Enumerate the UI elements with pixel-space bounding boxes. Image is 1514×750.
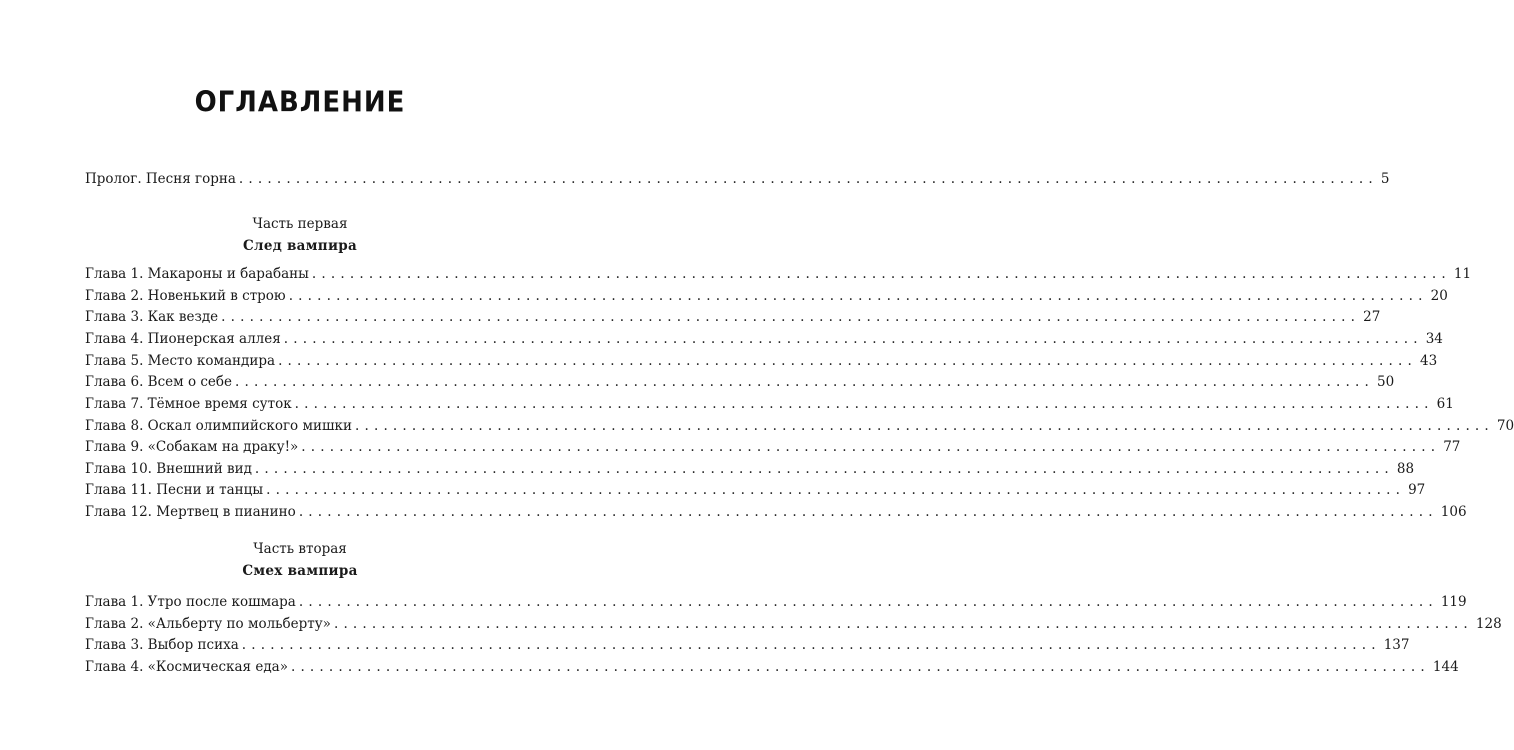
toc-entry-page: 43: [1420, 353, 1438, 369]
toc-entry: [85, 309, 1381, 331]
toc-entry: [85, 659, 1459, 681]
dot-leader: ........................................................................................................................: [278, 353, 1418, 369]
toc-entry-prologue: [85, 171, 1390, 193]
toc-entry-label: Глава 2. «Альберту по мольберту»: [85, 616, 331, 632]
toc-entry: [85, 594, 1467, 616]
toc-entry-page: 70: [1496, 418, 1514, 434]
toc-entry-page: 137: [1383, 637, 1410, 653]
toc-entry-label: Глава 11. Песни и танцы: [85, 482, 264, 498]
part-1-heading: Часть первая: [252, 216, 348, 232]
toc-entry-page: 119: [1440, 594, 1467, 610]
toc-entry-label: Глава 9. «Собакам на драку!»: [85, 439, 299, 455]
part-2-subtitle: Смех вампира: [242, 563, 358, 579]
toc-entry: [85, 504, 1467, 526]
toc-entry-label: Глава 7. Тёмное время суток: [85, 396, 292, 412]
toc-entry-page: 128: [1475, 616, 1502, 632]
dot-leader: ........................................................................................................................: [221, 309, 1361, 325]
toc-entry: [85, 353, 1438, 375]
toc-entry: [85, 461, 1415, 483]
toc-entry-label: Глава 4. «Космическая еда»: [85, 659, 288, 675]
dot-leader: ........................................................................................................................: [235, 374, 1374, 390]
toc-entry-label: Глава 5. Место командира: [85, 353, 276, 369]
toc-entry: [85, 266, 1472, 288]
toc-entry-page: 61: [1436, 396, 1454, 412]
part-2-heading: Часть вторая: [253, 541, 347, 557]
dot-leader: ........................................................................................................................: [288, 288, 1428, 304]
toc-entry-page: 34: [1425, 331, 1443, 347]
dot-leader: ........................................................................................................................: [283, 331, 1423, 347]
dot-leader: ........................................................................................................................: [294, 396, 1434, 412]
dot-leader: ........................................................................................................................: [290, 659, 1430, 675]
toc-entry-label: Глава 1. Утро после кошмара: [85, 594, 296, 610]
toc-entry-page: 88: [1396, 461, 1415, 477]
page-title: ОГЛАВЛЕНИЕ: [194, 86, 406, 120]
toc-entry-label: Глава 10. Внешний вид: [85, 461, 252, 477]
dot-leader: ........................................................................................................................: [298, 594, 1438, 610]
part-1-subtitle: След вампира: [242, 238, 358, 254]
dot-leader: ........................................................................................................................: [254, 461, 1394, 477]
toc-entry: [85, 439, 1461, 461]
toc-entry-label: Глава 8. Оскал олимпийского мишки: [85, 418, 352, 434]
toc-entry-page: 106: [1440, 504, 1467, 520]
toc-entry-label: Глава 6. Всем о себе: [85, 374, 233, 390]
toc-entry: [85, 374, 1395, 396]
toc-entry-page: 11: [1453, 266, 1472, 282]
toc-entry: [85, 482, 1426, 504]
toc-entry-label: Глава 4. Пионерская аллея: [85, 331, 281, 347]
toc-entry-page: 5: [1380, 171, 1390, 187]
toc-entry-page: 77: [1443, 439, 1461, 455]
dot-leader: ........................................................................................................................: [298, 504, 1438, 520]
toc-entry-page: 97: [1408, 482, 1426, 498]
toc-entry: [85, 331, 1443, 353]
toc-entry-label: Глава 1. Макароны и барабаны: [85, 266, 309, 282]
dot-leader: ........................................................................................................................: [238, 171, 1378, 187]
toc-entry-page: 50: [1376, 374, 1395, 390]
toc-entry-label: Глава 3. Выбор психа: [85, 637, 239, 653]
toc-entry: [85, 616, 1502, 638]
dot-leader: ........................................................................................................................: [311, 266, 1451, 282]
toc-entry: [85, 637, 1410, 659]
toc-entry-page: 27: [1363, 309, 1381, 325]
toc-entry-label: Пролог. Песня горна: [85, 171, 236, 187]
dot-leader: ........................................................................................................................: [333, 616, 1473, 632]
dot-leader: ........................................................................................................................: [266, 482, 1406, 498]
toc-entry: [85, 396, 1454, 418]
toc-entry-label: Глава 3. Как везде: [85, 309, 219, 325]
toc-entry-label: Глава 12. Мертвец в пианино: [85, 504, 296, 520]
toc-entry-label: Глава 2. Новенький в строю: [85, 288, 286, 304]
dot-leader: ........................................................................................................................: [241, 637, 1381, 653]
toc-entry-page: 20: [1430, 288, 1448, 304]
toc-entry: [85, 418, 1514, 440]
toc-entry-page: 144: [1432, 659, 1459, 675]
dot-leader: ........................................................................................................................: [354, 418, 1494, 434]
toc-entry: [85, 288, 1448, 310]
dot-leader: ........................................................................................................................: [301, 439, 1441, 455]
